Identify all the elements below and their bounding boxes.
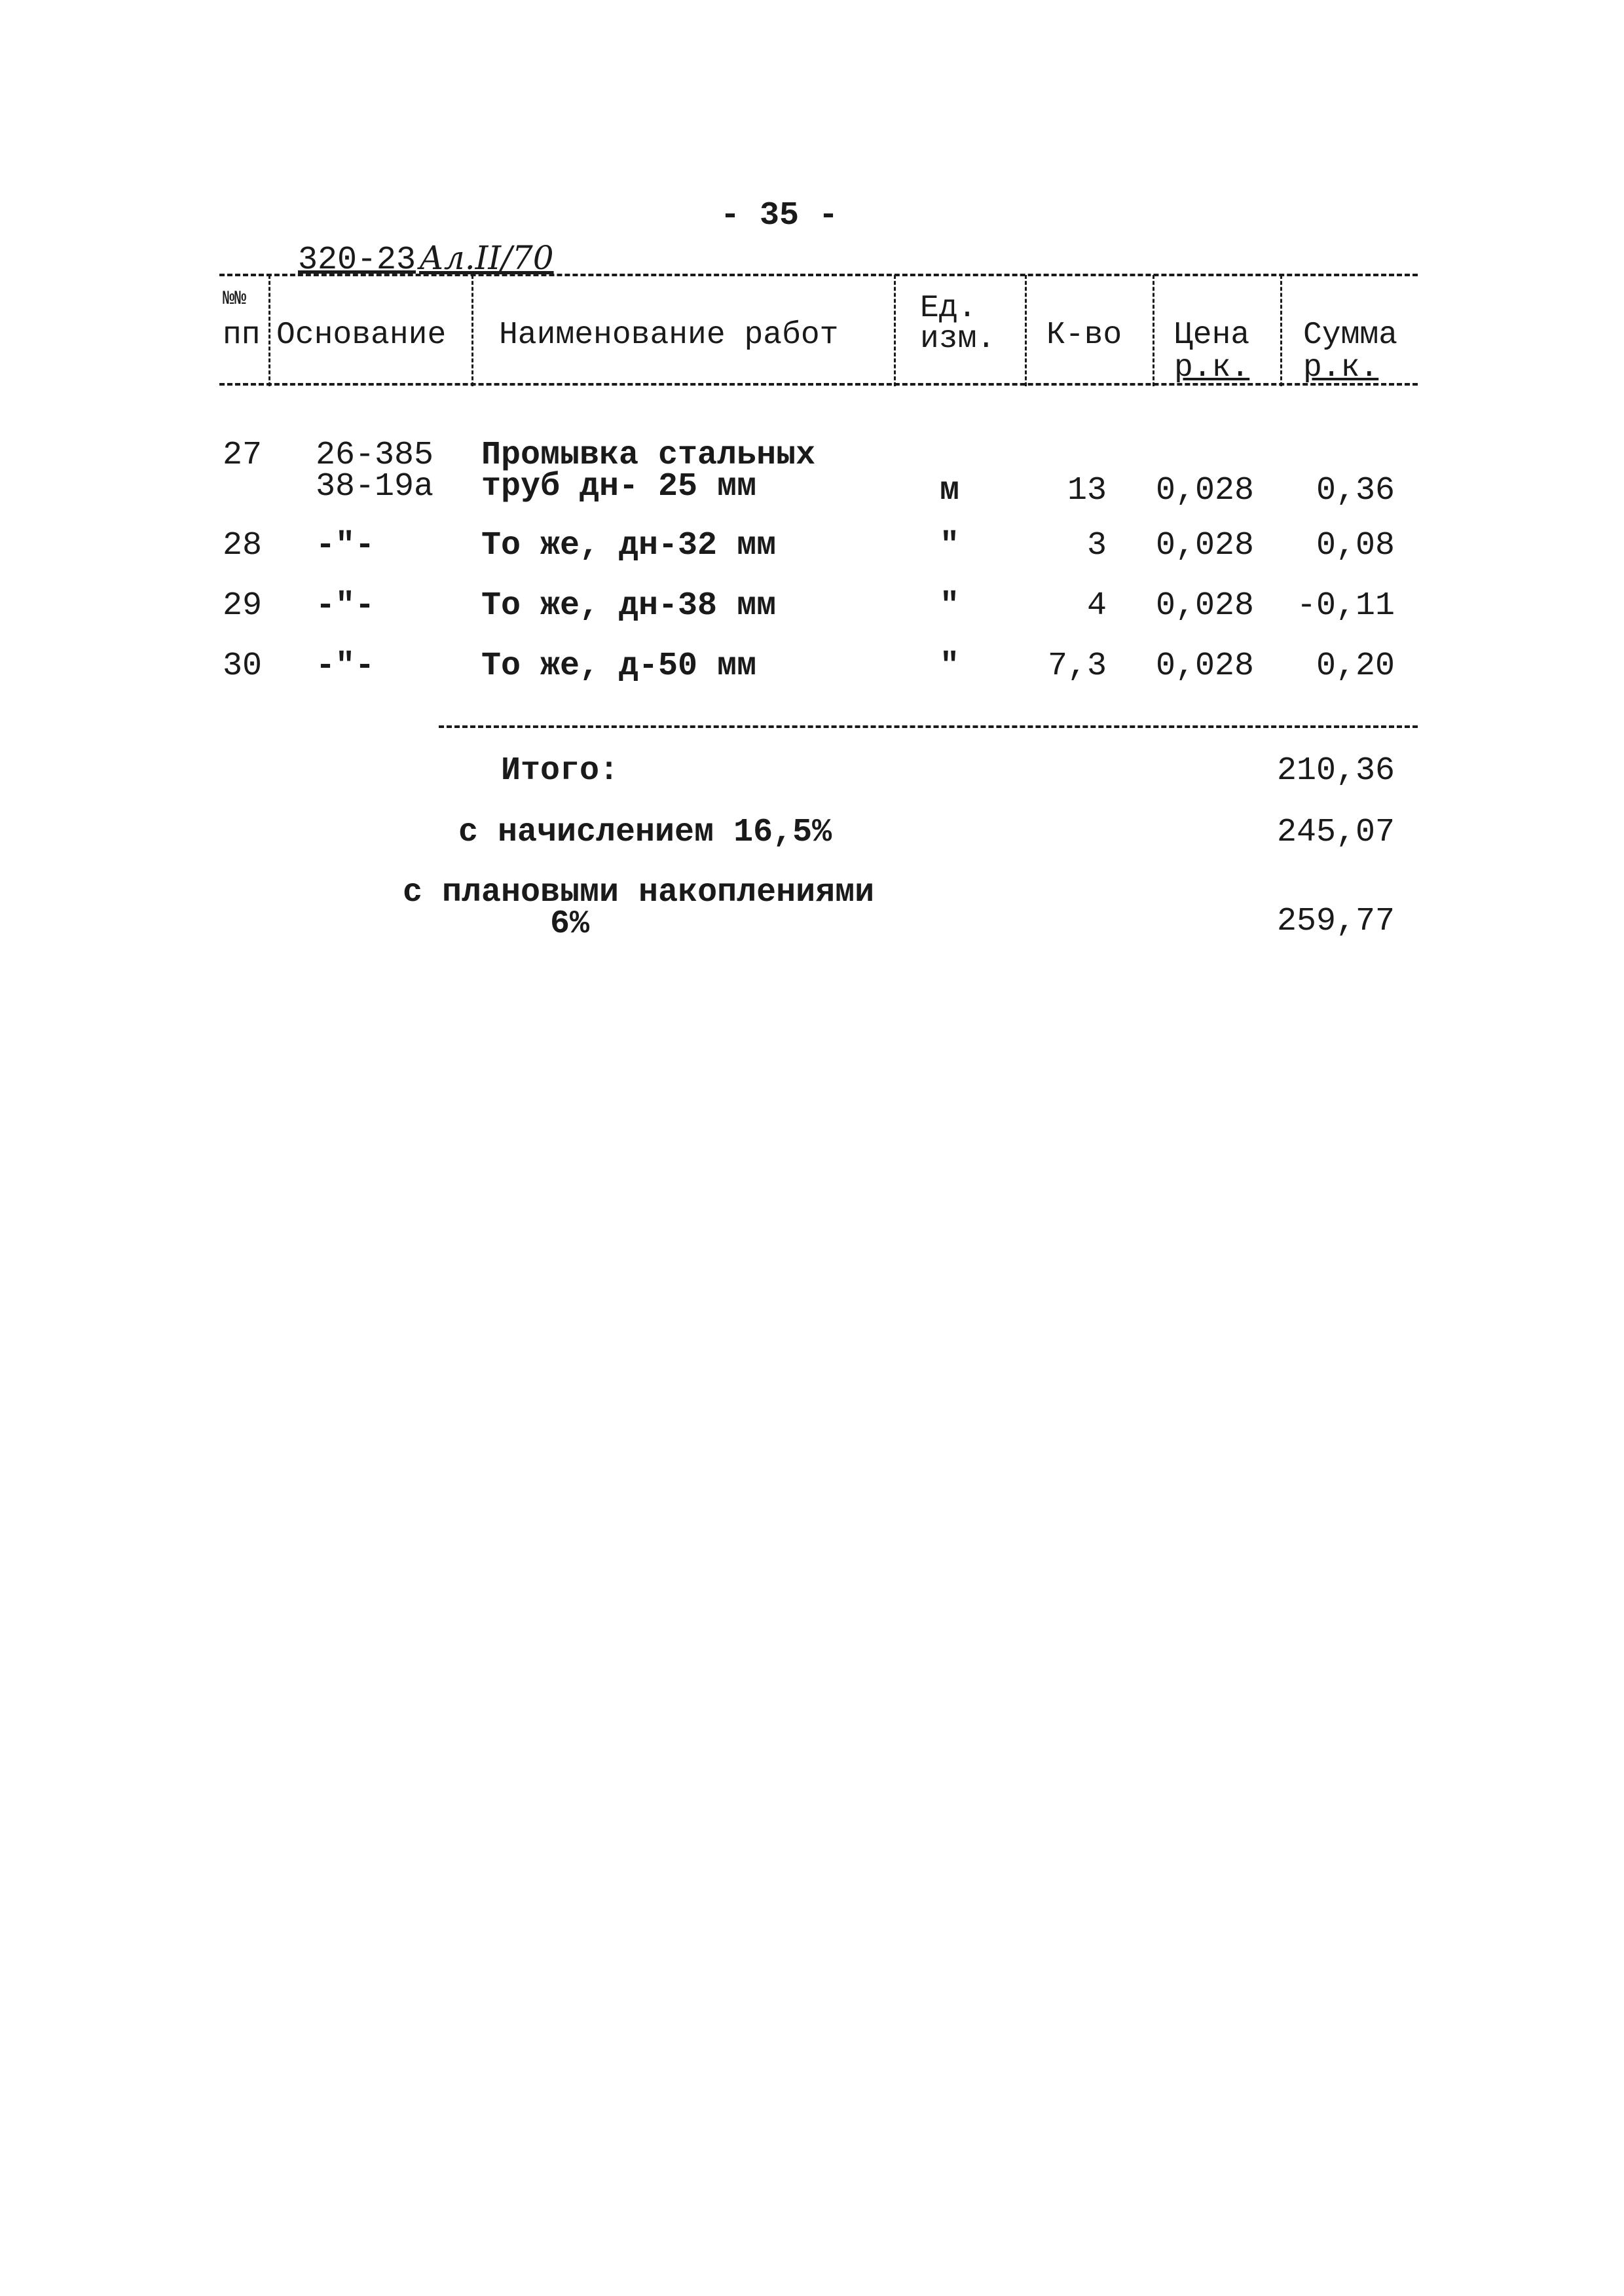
row-price: 0,028	[1156, 647, 1255, 685]
column-divider	[894, 275, 896, 386]
header-quantity: К-во	[1046, 318, 1122, 353]
planned-savings-percent: 6%	[550, 905, 590, 943]
row-basis-line2: 38-19а	[316, 468, 434, 505]
planned-savings-label: с плановыми накоплениями	[403, 874, 875, 911]
row-price: 0,028	[1156, 472, 1255, 509]
header-top-rule	[219, 274, 1418, 276]
row-work-name: То же, д-50 мм	[481, 647, 757, 685]
document-reference: Ал.II/70	[419, 239, 554, 277]
row-number: 30	[223, 647, 263, 685]
planned-savings-value: 259,77	[1276, 903, 1395, 940]
header-work-name: Наименование работ	[499, 318, 839, 353]
row-quantity: 4	[1086, 587, 1107, 625]
row-work-name-line2: труб дн- 25 мм	[481, 468, 757, 505]
header-price-bottom: р.к.	[1174, 350, 1250, 386]
row-unit: "	[939, 647, 959, 685]
row-quantity: 13	[1067, 472, 1107, 509]
header-unit-bottom: изм.	[920, 321, 996, 357]
header-number-bottom: пп	[223, 318, 261, 353]
total-label: Итого:	[501, 752, 619, 790]
header-price-top: Цена	[1174, 318, 1250, 353]
row-number: 29	[223, 587, 263, 625]
column-divider	[268, 275, 270, 386]
header-sum-bottom: р.к.	[1303, 350, 1379, 386]
row-unit: "	[939, 587, 959, 625]
header-basis: Основание	[276, 318, 447, 353]
row-work-name: То же, дн-32 мм	[481, 527, 777, 564]
column-divider	[1153, 275, 1154, 386]
row-work-name: То же, дн-38 мм	[481, 587, 777, 625]
row-number: 28	[223, 527, 263, 564]
row-basis: -"-	[316, 587, 375, 625]
row-basis: -"-	[316, 527, 375, 564]
row-quantity: 7,3	[1047, 647, 1107, 685]
row-basis: -"-	[316, 647, 375, 685]
row-quantity: 3	[1086, 527, 1107, 564]
row-number: 27	[223, 437, 263, 474]
column-divider	[1280, 275, 1282, 386]
header-number-top: №№	[223, 288, 247, 310]
row-sum: 0,36	[1316, 472, 1395, 509]
row-price: 0,028	[1156, 587, 1255, 625]
row-price: 0,028	[1156, 527, 1255, 564]
totals-separator-rule	[439, 725, 1418, 728]
row-work-name: Промывка стальных	[481, 437, 816, 474]
row-unit: м	[939, 472, 959, 509]
row-sum: -0,11	[1296, 587, 1395, 625]
row-sum: 0,08	[1316, 527, 1395, 564]
row-unit: "	[939, 527, 959, 564]
accrual-value: 245,07	[1276, 814, 1395, 851]
page-number: - 35 -	[720, 197, 839, 234]
header-unit-top: Ед.	[920, 291, 977, 326]
document-code: 320-23	[298, 242, 416, 279]
total-value: 210,36	[1276, 752, 1395, 790]
column-divider	[471, 275, 473, 386]
column-divider	[1025, 275, 1027, 386]
accrual-label: с начислением 16,5%	[458, 814, 832, 851]
header-sum-top: Сумма	[1303, 318, 1398, 353]
row-basis: 26-385	[316, 437, 434, 474]
row-sum: 0,20	[1316, 647, 1395, 685]
